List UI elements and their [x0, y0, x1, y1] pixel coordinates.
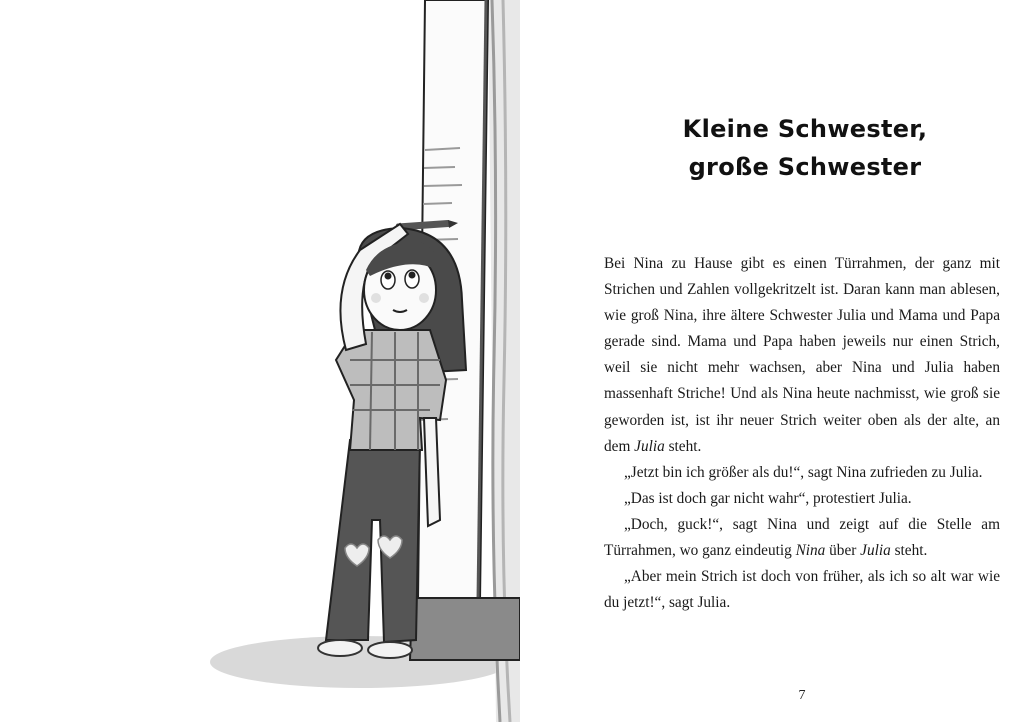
paragraph [604, 512, 1000, 564]
right-shoe [368, 642, 412, 658]
paragraph [604, 251, 1000, 460]
paragraph [604, 564, 1000, 616]
text-segment: Bei Nina zu Hause gibt es einen Türrahmen, der ganz mit Strichen und Zahlen vollgekritzelt ist. Daran kann man ablesen, wie groß Nina, ihre ältere Schwester Julia und Mama und Papa gerade sind. Mama und Papa haben jeweils nur einen Strich, weil sie nicht mehr wachsen, aber Nina und Julia haben massenhaft Striche! Und als Nina heute nachmisst, wie groß sie geworden ist, ist ihr neuer Strich weiter oben als der alte, an dem [604, 255, 1000, 455]
text-segment: „Das ist doch gar nicht wahr“, protestiert Julia. [624, 489, 912, 507]
right-arm [424, 418, 440, 526]
text-segment: „Jetzt bin ich größer als du!“, sagt Nina zufrieden zu Julia. [624, 463, 983, 481]
paragraph [604, 460, 1000, 486]
text-segment: über [825, 542, 861, 560]
text-segment: steht. [890, 542, 928, 560]
chapter-title-line-2: große Schwester [688, 153, 922, 181]
chapter-title [640, 110, 970, 186]
door-frame-base [410, 598, 520, 660]
chapter-title-line-1: Kleine Schwester, [682, 115, 928, 143]
text-segment: „Aber mein Strich ist doch von früher, als ich so alt war wie du jetzt!“, sagt Julia. [604, 568, 1000, 612]
story-body-text [604, 251, 1000, 616]
italic-name: Julia [860, 542, 891, 560]
text-segment: steht. [664, 437, 702, 455]
text-segment: „Doch, guck!“, sagt Nina und zeigt auf die Stelle am Türrahmen, wo ganz eindeutig [604, 515, 1000, 560]
trousers [326, 440, 420, 642]
page-number: 7 [798, 688, 806, 703]
italic-name: Julia [634, 437, 665, 455]
paragraph [604, 486, 1000, 512]
left-shoe [318, 640, 362, 656]
italic-name: Nina [795, 542, 826, 560]
